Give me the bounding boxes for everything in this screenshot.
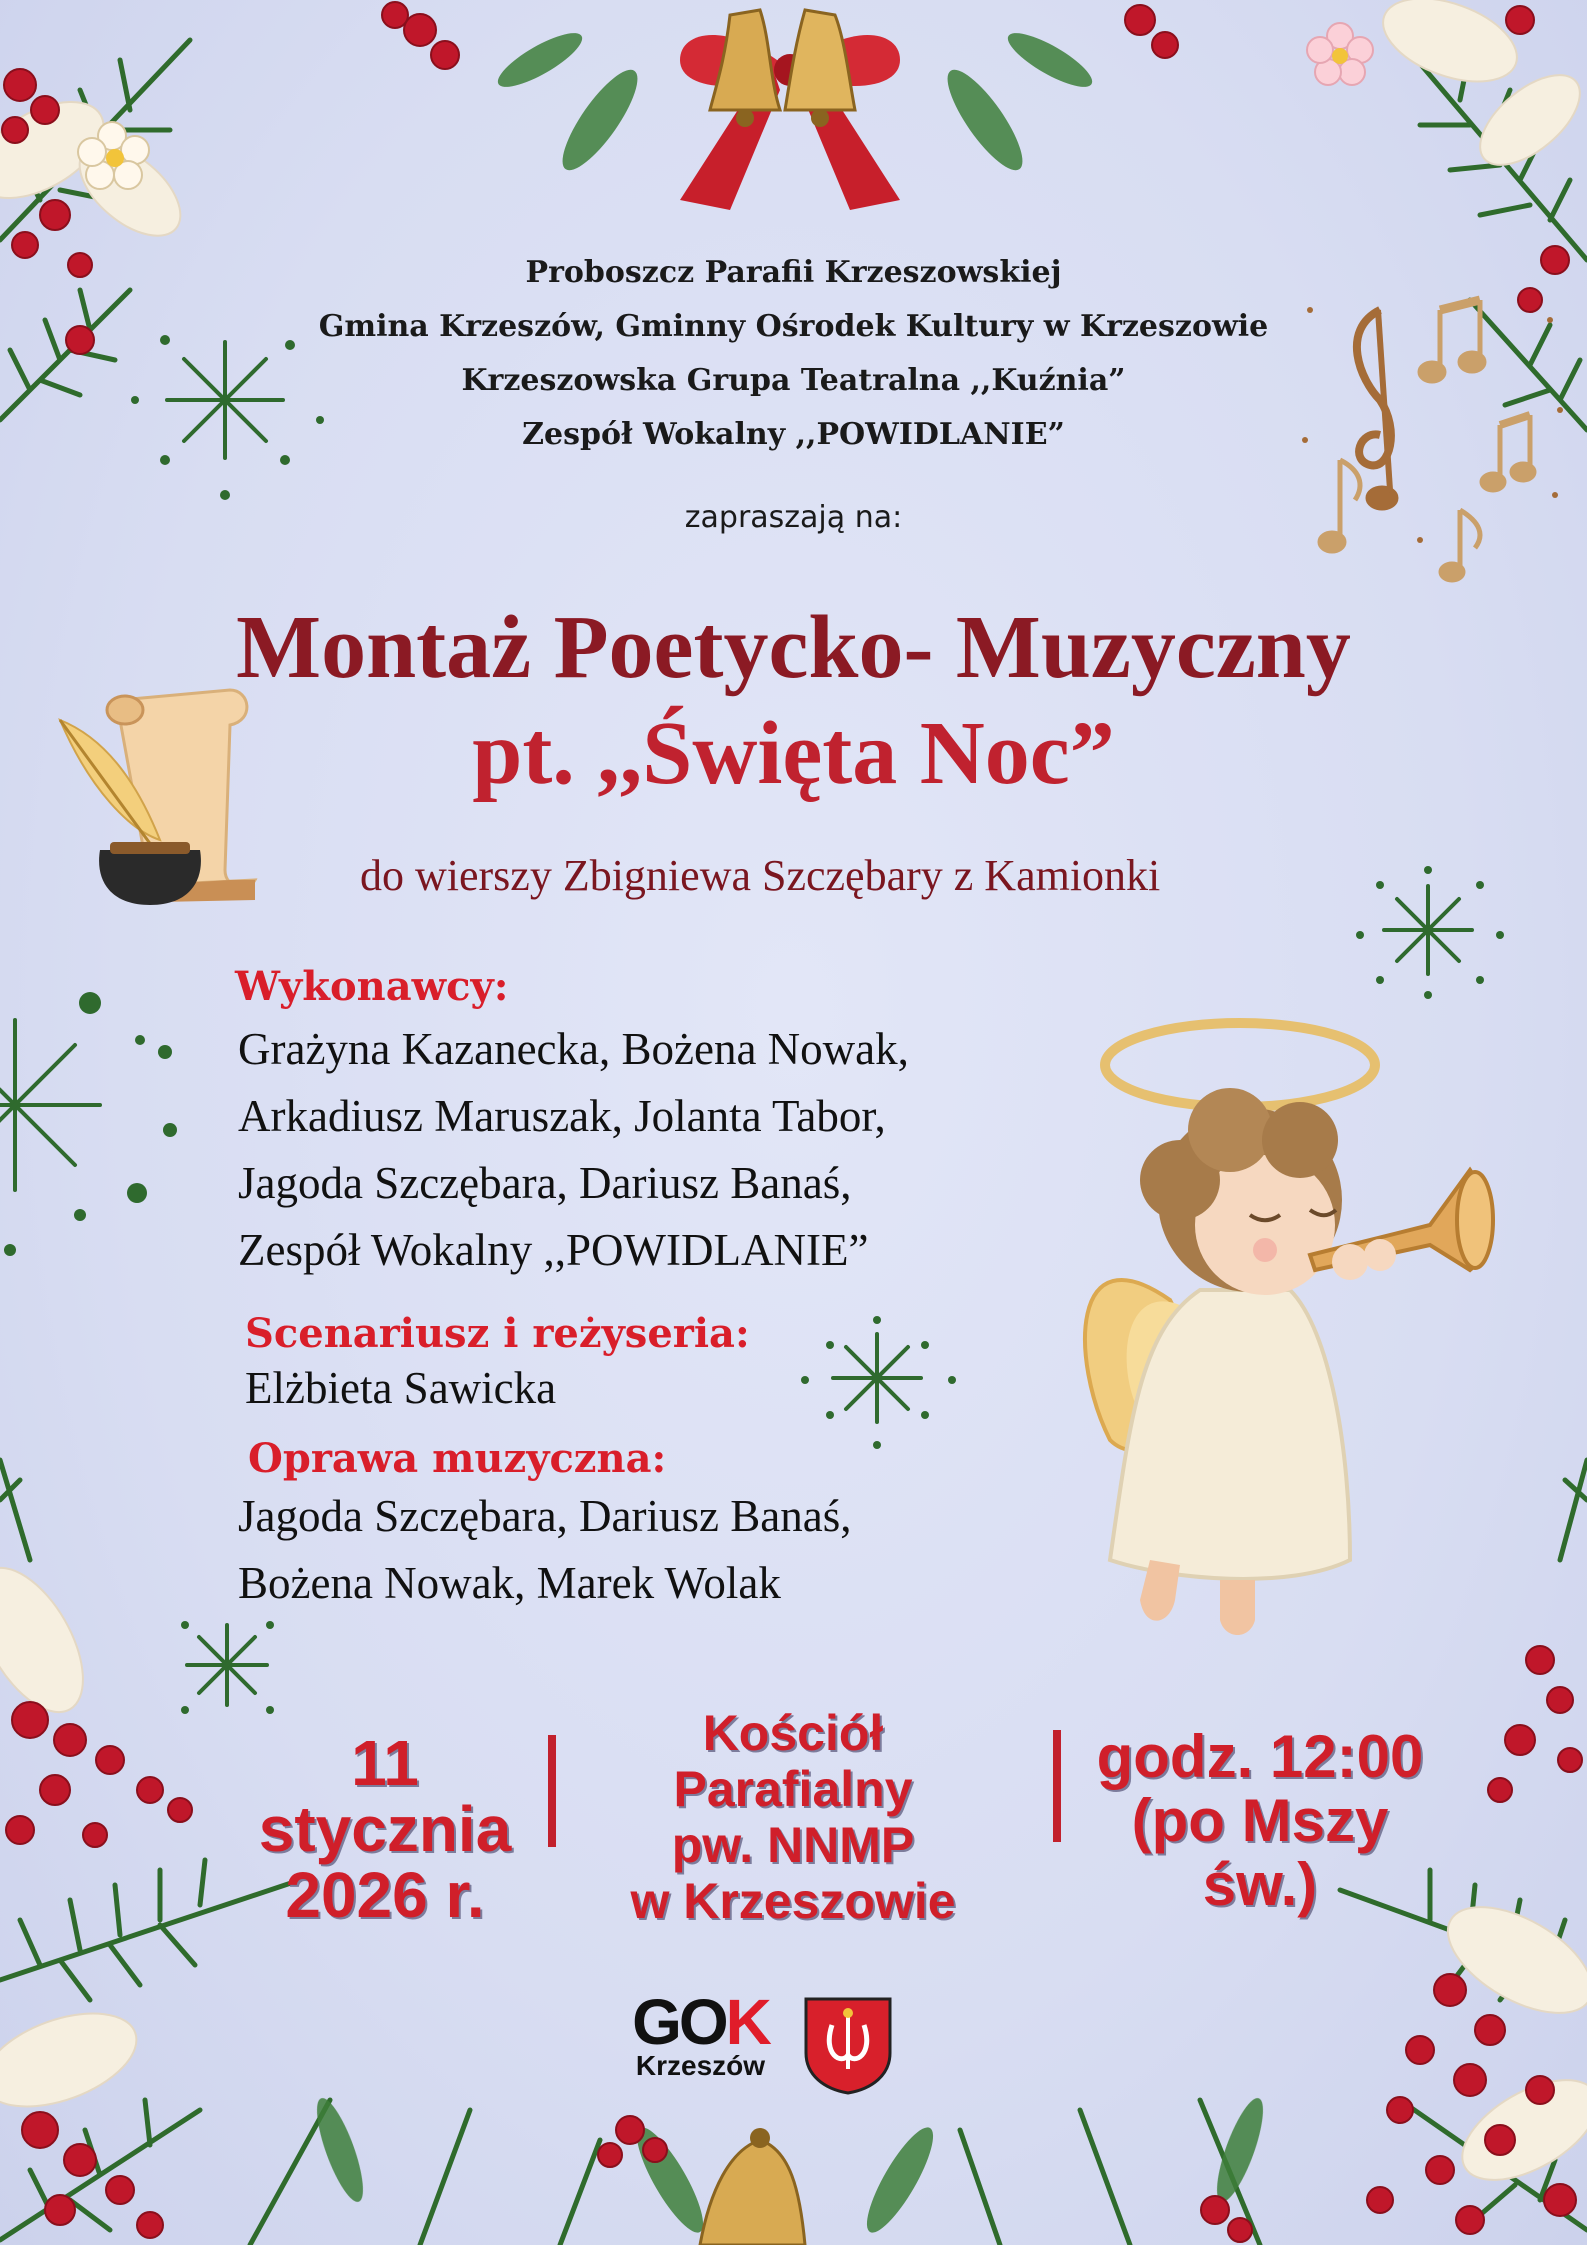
date-line: 2026 r. [285,1859,485,1931]
date-line: 11 stycznia [258,1727,512,1865]
snowflake-icon [1384,886,1472,974]
organizer-line: Proboszcz Parafii Krzeszowskiej [525,255,1062,290]
divider [548,1735,556,1847]
performers-label: Wykonawcy: [235,963,509,1010]
snowflake-icon [187,1625,267,1705]
event-time [1070,1725,1450,1917]
script-author: Elżbieta Sawicka [245,1363,557,1413]
performers-line: Grażyna Kazanecka, Bożena Nowak, [238,1024,909,1074]
bells-icon [620,0,960,230]
music-line: Bożena Nowak, Marek Wolak [238,1558,781,1608]
event-title: Montaż Poetycko- Muzyczny [236,598,1351,697]
organizer-line: Krzeszowska Grupa Teatralna ,,Kuźnia” [461,363,1126,398]
place-line: Kościół Parafialny [673,1705,913,1817]
bell-bottom-icon [680,2110,820,2245]
performers-line: Arkadiusz Maruszak, Jolanta Tabor, [238,1091,886,1141]
performers-line: Jagoda Szczębara, Dariusz Banaś, [238,1158,852,1208]
gok-letters: GO [632,1986,726,2058]
divider [1053,1730,1061,1842]
invite-text: zapraszają na: [684,500,903,535]
organizers-block [0,246,1587,462]
gok-logo [618,1986,783,2082]
gok-town: Krzeszów [635,2050,766,2081]
crest-icon [802,1995,894,2095]
music-label: Oprawa muzyczna: [248,1435,667,1482]
organizer-line: Zespół Wokalny ,,POWIDLANIE” [522,417,1065,452]
place-line: pw. NNMP [671,1817,915,1873]
snowflake-icon [0,1020,100,1190]
place-line: w Krzeszowie [630,1873,956,1929]
script-label: Scenariusz i reżyseria: [245,1310,750,1357]
event-date [225,1727,545,1931]
performers-line: Zespół Wokalny ,,POWIDLANIE” [238,1225,869,1275]
poems-credit: do wierszy Zbigniewa Szczębary z Kamionki [360,851,1161,900]
angel-trumpet-icon [1050,1000,1510,1640]
time-line: godz. 12:00 [1096,1723,1424,1790]
snowflake-icon [833,1334,921,1422]
event-place [578,1705,1008,1929]
music-line: Jagoda Szczębara, Dariusz Banaś, [238,1491,852,1541]
organizer-line: Gmina Krzeszów, Gminny Ośrodek Kultury w Krzeszowie [318,309,1269,344]
gok-k: K [725,1986,769,2058]
event-subtitle-title: pt. ,,Święta Noc” [472,704,1115,803]
time-line: (po Mszy św.) [1131,1787,1389,1918]
